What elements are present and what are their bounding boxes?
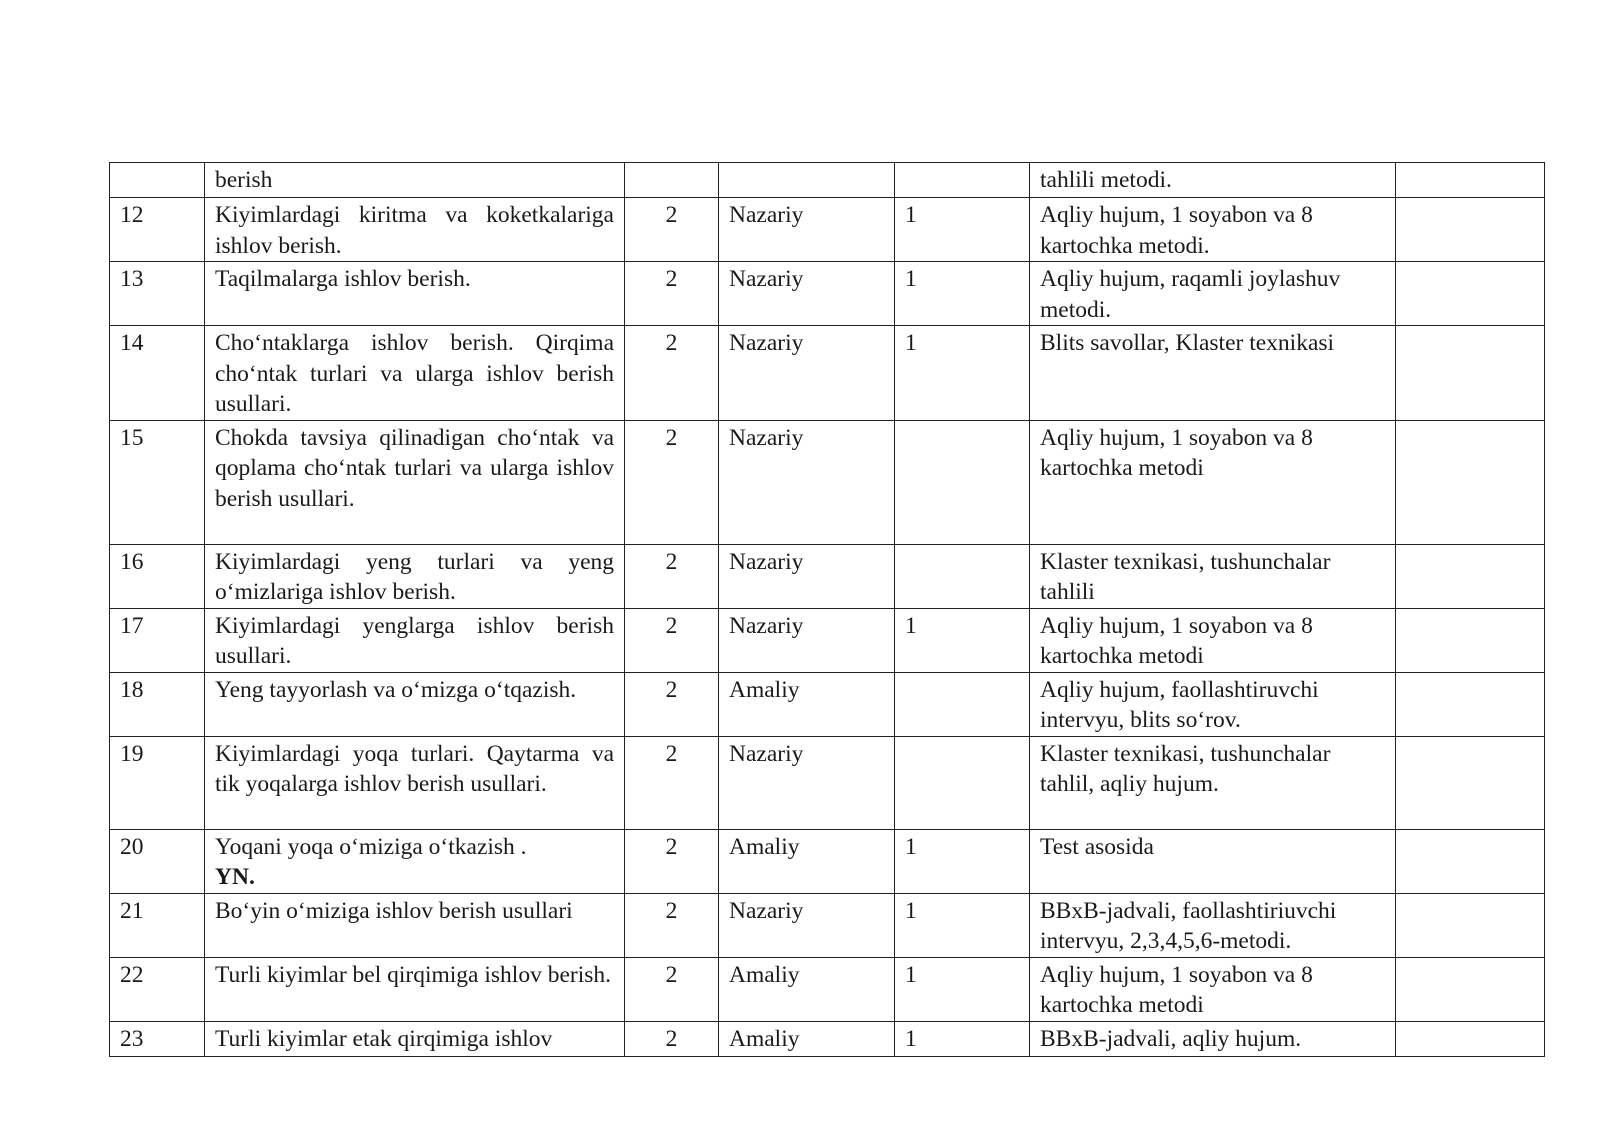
row-number: 20 (110, 829, 205, 893)
row-topic: Turli kiyimlar etak qirqimiga ishlov (205, 1021, 625, 1056)
table-row (110, 608, 1545, 672)
row-type: Nazariy (719, 893, 895, 957)
row-type: Nazariy (719, 198, 895, 262)
row-topic: Kiyimlardagi yoqa turlari. Qaytarma va tik yoqalarga ishlov berish usullari. (205, 736, 625, 829)
row-count (895, 736, 1030, 829)
row-number: 18 (110, 672, 205, 736)
row-extra (1396, 829, 1545, 893)
row-extra (1396, 420, 1545, 544)
row-topic: Chokda tavsiya qilinadigan cho‘ntak va qoplama cho‘ntak turlari va ularga ishlov berish usullari. (205, 420, 625, 544)
row-hours: 2 (625, 544, 719, 608)
row-hours: 2 (625, 420, 719, 544)
row-count: 1 (895, 957, 1030, 1021)
row-hours: 2 (625, 893, 719, 957)
row-hours: 2 (625, 957, 719, 1021)
table-row (110, 893, 1545, 957)
table-row (110, 1021, 1545, 1056)
row-count (895, 163, 1030, 198)
row-type: Amaliy (719, 672, 895, 736)
row-topic: Yeng tayyorlash va o‘mizga o‘tqazish. (205, 672, 625, 736)
table-row (110, 326, 1545, 421)
row-extra (1396, 326, 1545, 421)
row-extra (1396, 672, 1545, 736)
row-hours: 2 (625, 736, 719, 829)
row-extra (1396, 198, 1545, 262)
row-type: Nazariy (719, 544, 895, 608)
row-topic: berish (205, 163, 625, 198)
table-row (110, 163, 1545, 198)
row-count: 1 (895, 198, 1030, 262)
row-topic-text: Yoqani yoqa o‘miziga o‘tkazish . (215, 833, 527, 860)
row-number: 17 (110, 608, 205, 672)
row-hours: 2 (625, 1021, 719, 1056)
table-row (110, 544, 1545, 608)
row-type: Amaliy (719, 957, 895, 1021)
row-extra (1396, 893, 1545, 957)
table-row (110, 829, 1545, 893)
row-number: 22 (110, 957, 205, 1021)
row-method: Aqliy hujum, raqamli joylashuv metodi. (1030, 262, 1396, 326)
row-count: 1 (895, 608, 1030, 672)
row-type: Amaliy (719, 829, 895, 893)
row-extra (1396, 957, 1545, 1021)
row-type (719, 163, 895, 198)
row-type: Nazariy (719, 420, 895, 544)
row-count: 1 (895, 326, 1030, 421)
row-number: 19 (110, 736, 205, 829)
row-number (110, 163, 205, 198)
row-method: Aqliy hujum, 1 soyabon va 8 kartochka metodi (1030, 957, 1396, 1021)
row-hours: 2 (625, 672, 719, 736)
table-row (110, 672, 1545, 736)
row-hours: 2 (625, 829, 719, 893)
row-method: Blits savollar, Klaster texnikasi (1030, 326, 1396, 421)
row-method: tahlili metodi. (1030, 163, 1396, 198)
row-extra (1396, 608, 1545, 672)
row-method: BBxB-jadvali, faollashtiriuvchi intervyu, 2,3,4,5,6-metodi. (1030, 893, 1396, 957)
row-extra (1396, 736, 1545, 829)
table-row (110, 736, 1545, 829)
row-topic (205, 829, 625, 893)
row-count: 1 (895, 1021, 1030, 1056)
row-method: Test asosida (1030, 829, 1396, 893)
row-topic: Kiyimlardagi kiritma va koketkalariga ishlov berish. (205, 198, 625, 262)
row-number: 12 (110, 198, 205, 262)
row-count: 1 (895, 262, 1030, 326)
row-hours: 2 (625, 198, 719, 262)
row-topic: Cho‘ntaklarga ishlov berish. Qirqima cho‘ntak turlari va ularga ishlov berish usullari. (205, 326, 625, 421)
row-hours (625, 163, 719, 198)
table-row (110, 957, 1545, 1021)
row-hours: 2 (625, 326, 719, 421)
row-method: Aqliy hujum, faollashtiruvchi intervyu, blits so‘rov. (1030, 672, 1396, 736)
row-type: Amaliy (719, 1021, 895, 1056)
row-topic: Turli kiyimlar bel qirqimiga ishlov berish. (205, 957, 625, 1021)
row-type: Nazariy (719, 736, 895, 829)
row-hours: 2 (625, 262, 719, 326)
row-topic: Bo‘yin o‘miziga ishlov berish usullari (205, 893, 625, 957)
row-hours: 2 (625, 608, 719, 672)
row-count (895, 672, 1030, 736)
row-method: BBxB-jadvali, aqliy hujum. (1030, 1021, 1396, 1056)
row-topic: Kiyimlardagi yeng turlari va yeng o‘mizlariga ishlov berish. (205, 544, 625, 608)
row-method: Aqliy hujum, 1 soyabon va 8 kartochka metodi (1030, 420, 1396, 544)
curriculum-table (109, 162, 1545, 1057)
row-method: Klaster texnikasi, tushunchalar tahlil, aqliy hujum. (1030, 736, 1396, 829)
row-topic: Taqilmalarga ishlov berish. (205, 262, 625, 326)
row-method: Aqliy hujum, 1 soyabon va 8 kartochka metodi (1030, 608, 1396, 672)
row-number: 21 (110, 893, 205, 957)
row-method: Klaster texnikasi, tushunchalar tahlili (1030, 544, 1396, 608)
row-number: 15 (110, 420, 205, 544)
table-row (110, 420, 1545, 544)
row-count (895, 420, 1030, 544)
row-topic-bold: YN. (215, 864, 255, 890)
row-type: Nazariy (719, 262, 895, 326)
row-count: 1 (895, 829, 1030, 893)
row-method: Aqliy hujum, 1 soyabon va 8 kartochka metodi. (1030, 198, 1396, 262)
row-extra (1396, 544, 1545, 608)
row-type: Nazariy (719, 608, 895, 672)
row-type: Nazariy (719, 326, 895, 421)
row-extra (1396, 163, 1545, 198)
table-row (110, 198, 1545, 262)
row-count: 1 (895, 893, 1030, 957)
row-topic: Kiyimlardagi yenglarga ishlov berish usullari. (205, 608, 625, 672)
row-count (895, 544, 1030, 608)
row-number: 13 (110, 262, 205, 326)
row-number: 16 (110, 544, 205, 608)
row-number: 23 (110, 1021, 205, 1056)
row-extra (1396, 262, 1545, 326)
row-extra (1396, 1021, 1545, 1056)
row-number: 14 (110, 326, 205, 421)
table-row (110, 262, 1545, 326)
